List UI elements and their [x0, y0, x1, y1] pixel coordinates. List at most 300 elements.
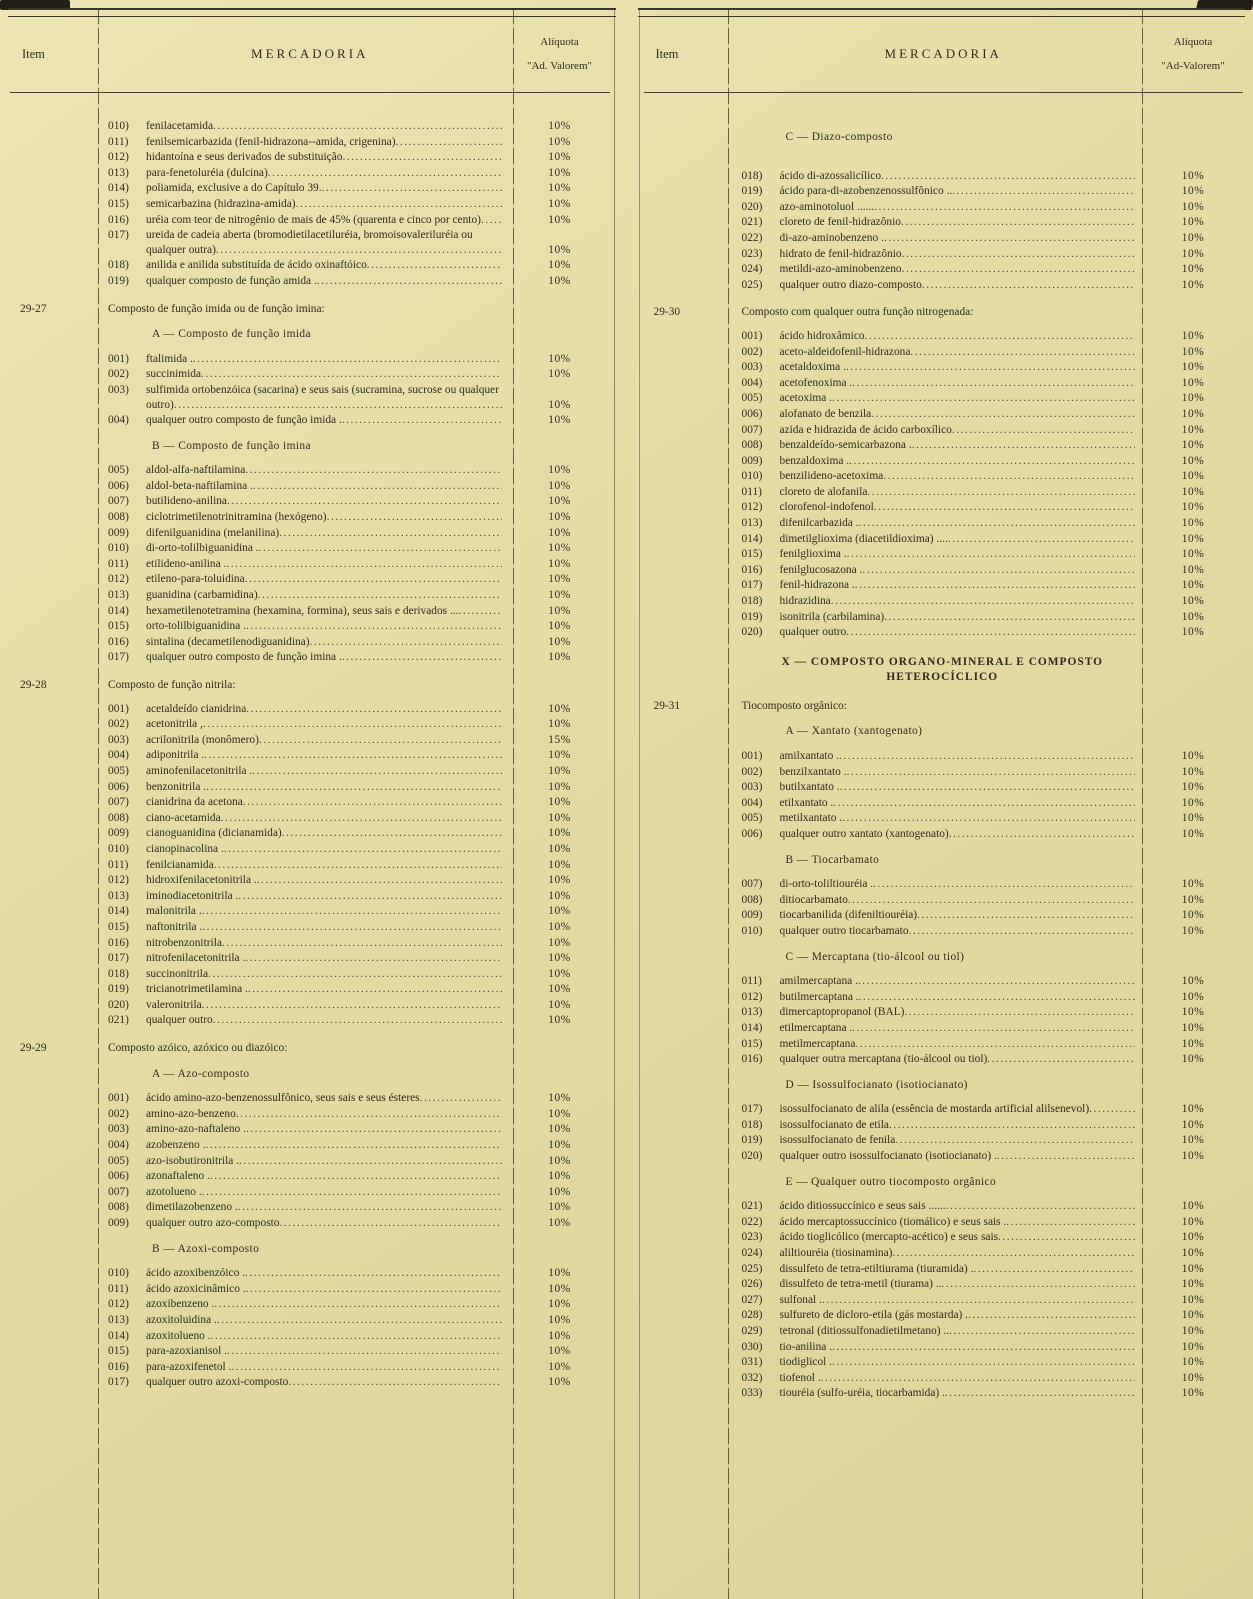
entry-text-span: acetonitrila , ..... — [146, 718, 203, 730]
tariff-entry-row — [644, 893, 1244, 908]
tariff-entry-row — [10, 383, 610, 412]
entry-code: 013) — [108, 589, 129, 602]
tariff-entry-row — [644, 765, 1244, 780]
entry-text — [780, 184, 1136, 199]
entry-text — [780, 407, 1136, 422]
entry-code: 009) — [108, 827, 129, 840]
entry-text-span: acetaldoxima . ..... — [780, 361, 846, 373]
entry-text — [780, 1386, 1136, 1401]
entry-text-span: ciano-acetamida ..... — [146, 812, 221, 824]
header-item-label: Item — [655, 46, 679, 61]
entry-code: 023) — [741, 1231, 763, 1244]
entry-text — [780, 215, 1136, 230]
entry-text-span: alofanato de benzila ..... — [780, 408, 872, 420]
entry-rate: 10% — [1181, 1293, 1205, 1306]
section-heading-row — [644, 1175, 1244, 1190]
entry-text — [780, 278, 1136, 293]
group-title: Tiocomposto orgânico: — [741, 699, 847, 712]
mercadoria-cell — [742, 547, 1144, 562]
entry-text-span: hidrazidina ..... — [780, 595, 831, 607]
mercadoria-cell — [108, 733, 510, 748]
mercadoria-cell — [108, 998, 510, 1013]
tariff-entry-row — [10, 541, 610, 556]
mercadoria-cell — [108, 1200, 510, 1215]
entry-rate: 10% — [1181, 200, 1205, 213]
entry-text-span: adiponitrila . ..... — [146, 749, 204, 761]
entry-text — [780, 169, 1136, 184]
tariff-entry-row — [10, 1169, 610, 1184]
mercadoria-cell — [108, 873, 510, 888]
mercadoria-cell — [742, 1149, 1144, 1164]
tariff-entry-row — [10, 258, 610, 273]
entry-text — [780, 1005, 1136, 1020]
section-heading-row — [644, 950, 1244, 965]
entry-text — [146, 811, 502, 826]
tariff-entry-row — [644, 1005, 1244, 1020]
section-title: A — Azo-composto — [152, 1067, 250, 1080]
entry-text-span: iminodiacetonitrila . ..... — [146, 890, 238, 902]
tariff-entry-row — [644, 231, 1244, 246]
entry-code: 002) — [108, 1107, 129, 1120]
entry-rate: 10% — [548, 920, 571, 933]
tariff-entry-row — [644, 500, 1244, 515]
mercadoria-cell — [108, 904, 510, 919]
vertical-rule-item-mercadoria — [98, 8, 99, 1599]
entry-text-span: ácido amino-azo-benzenossulfônico, seus sais e seus ésteres ..... — [146, 1092, 420, 1104]
entry-text — [780, 1355, 1136, 1370]
entry-text-span: malonitrila . ..... — [146, 905, 202, 917]
entry-text — [780, 811, 1136, 826]
tariff-entry-row — [644, 516, 1244, 531]
entry-rate: 10% — [1181, 909, 1205, 922]
entry-text — [146, 1313, 502, 1328]
tariff-entry-row — [10, 873, 610, 888]
mercadoria-cell — [108, 494, 510, 509]
tariff-entry-row — [644, 811, 1244, 826]
entry-text-span: naftonitrila . ..... — [146, 921, 202, 933]
entry-rate: 10% — [548, 967, 571, 980]
entry-rate: 10% — [1181, 1340, 1205, 1353]
group-item-number: 29-29 — [20, 1042, 47, 1055]
tariff-entry-row — [644, 407, 1244, 422]
entry-text-span: azobenzeno . ..... — [146, 1139, 205, 1151]
section-heading-row — [644, 724, 1244, 739]
entry-text — [780, 345, 1136, 360]
entry-code: 007) — [741, 423, 763, 436]
tariff-entry-row — [10, 1266, 610, 1281]
entry-code: 033) — [741, 1387, 763, 1400]
mercadoria-cell — [108, 795, 510, 810]
entry-rate: 10% — [1181, 893, 1205, 906]
column-left-body — [10, 93, 610, 1390]
mercadoria-cell — [108, 1107, 510, 1122]
entry-code: 018) — [741, 1118, 763, 1131]
entry-text — [146, 181, 502, 196]
entry-text — [146, 826, 502, 841]
entry-text-span: tetronal (ditiossulfonadietilmetano) .. ..... — [780, 1325, 950, 1337]
mercadoria-cell — [108, 479, 510, 494]
entry-text — [780, 749, 1136, 764]
mercadoria-cell — [108, 1013, 510, 1028]
entry-rate: 10% — [1181, 924, 1205, 937]
entry-text — [780, 231, 1136, 246]
entry-text — [146, 463, 502, 478]
entry-rate: 10% — [548, 1185, 571, 1198]
entry-rate: 10% — [1181, 392, 1205, 405]
entry-rate: 10% — [1181, 595, 1205, 608]
tariff-entry-row — [644, 1133, 1244, 1148]
entry-code: 009) — [741, 909, 763, 922]
tariff-entry-row — [10, 619, 610, 634]
entry-text-span: qualquer outro composto de função imina . ..... — [146, 651, 342, 663]
mercadoria-cell — [742, 247, 1144, 262]
entry-text-span: ácido tioglicólico (mercapto-acético) e seus sais ..... — [780, 1231, 999, 1243]
mercadoria-cell — [108, 1216, 510, 1231]
mercadoria-cell — [108, 858, 510, 873]
entry-text-span: amino-azo-naftaleno . ..... — [146, 1123, 246, 1135]
tariff-entry-row — [10, 780, 610, 795]
entry-code: 018) — [741, 595, 763, 608]
entry-code: 020) — [108, 998, 129, 1011]
column-right-body — [644, 93, 1244, 1401]
tariff-entry-row — [644, 780, 1244, 795]
mercadoria-cell — [108, 1344, 510, 1359]
entry-text — [146, 274, 502, 289]
mercadoria-cell — [108, 604, 510, 619]
entry-text-span: clorofenol-indofenol ..... — [780, 501, 874, 513]
entry-rate: 10% — [1181, 439, 1205, 452]
mercadoria-cell — [742, 231, 1144, 246]
entry-text-span: semicarbazina (hidrazina-amida) ..... — [146, 198, 296, 210]
entry-text — [146, 541, 502, 556]
tariff-entry-row — [644, 1199, 1244, 1214]
entry-text-span: uréia com teor de nitrogênio de mais de 45% (quarenta e cinco por cento) ..... — [146, 214, 481, 226]
entry-rate: 10% — [548, 495, 571, 508]
section-title: D — Isossulfocianato (isotiocianato) — [785, 1078, 968, 1091]
tariff-entry-row — [10, 166, 610, 181]
entry-rate: 10% — [548, 1329, 571, 1342]
entry-code: 006) — [108, 479, 129, 492]
mercadoria-cell — [742, 376, 1144, 391]
entry-code: 008) — [108, 1201, 129, 1214]
entry-text — [146, 733, 502, 748]
mercadoria-cell — [108, 1360, 510, 1375]
entry-text — [780, 485, 1136, 500]
tariff-entry-row — [10, 967, 610, 982]
entry-rate: 10% — [548, 604, 571, 617]
tariff-entry-row — [644, 547, 1244, 562]
entry-text-span: etilideno-anilina . ..... — [146, 558, 226, 570]
mercadoria-cell — [742, 423, 1144, 438]
entry-text — [780, 547, 1136, 562]
entry-code: 007) — [108, 1185, 129, 1198]
entry-rate: 10% — [1181, 361, 1205, 374]
mercadoria-cell — [108, 717, 510, 732]
tariff-entry-row — [10, 557, 610, 572]
entry-text-span: ácido azoxibenzóico . ..... — [146, 1267, 245, 1279]
tariff-entry-row — [644, 360, 1244, 375]
tariff-entry-row — [10, 181, 610, 196]
entry-rate: 10% — [1181, 329, 1205, 342]
entry-text-span: benzonitrila . ..... — [146, 781, 206, 793]
tariff-entry-row — [644, 1371, 1244, 1386]
entry-text — [780, 877, 1136, 892]
tariff-entry-row — [10, 367, 610, 382]
entry-text-span: isossulfocianato de alila (essência de mostarda artificial alilsenevol) ..... — [780, 1103, 1090, 1115]
column-left — [10, 8, 615, 1599]
entry-text-span: metildi-azo-aminobenzeno ..... — [780, 263, 902, 275]
tariff-entry-row — [10, 889, 610, 904]
mercadoria-cell — [108, 1266, 510, 1281]
entry-text — [780, 329, 1136, 344]
mercadoria-cell — [742, 780, 1144, 795]
entry-rate: 10% — [548, 166, 571, 179]
entry-code: 015) — [108, 197, 129, 210]
mercadoria-cell — [108, 1154, 510, 1169]
entry-rate: 10% — [1181, 1325, 1205, 1337]
entry-code: 002) — [741, 765, 763, 778]
tariff-entry-row — [644, 749, 1244, 764]
entry-text — [780, 1102, 1136, 1117]
entry-code: 017) — [108, 229, 129, 242]
tariff-entry-row — [644, 423, 1244, 438]
entry-code: 005) — [108, 464, 129, 477]
entry-code: 017) — [108, 1376, 129, 1389]
tariff-entry-row — [644, 924, 1244, 939]
entry-rate: 10% — [1181, 216, 1205, 229]
tariff-entry-row — [644, 1277, 1244, 1292]
entry-text — [146, 650, 502, 665]
entry-rate: 10% — [1181, 1309, 1205, 1322]
mercadoria-cell — [742, 1215, 1144, 1230]
tariff-entry-row — [644, 908, 1244, 923]
tariff-entry-row — [10, 479, 610, 494]
entry-rate: 10% — [1181, 407, 1205, 420]
entry-text — [146, 1329, 502, 1344]
entry-text-span: dimercaptopropanol (BAL) ..... — [780, 1006, 905, 1018]
entry-code: 018) — [741, 169, 763, 182]
entry-text-span: acetaldeído cianidrina ..... — [146, 703, 246, 715]
entry-code: 017) — [108, 651, 129, 664]
entry-code: 011) — [108, 135, 129, 148]
entry-rate: 10% — [1181, 1262, 1205, 1275]
entry-text-span: qualquer composto de função amida . ..... — [146, 275, 317, 287]
entry-rate: 10% — [548, 1107, 571, 1120]
entry-rate: 10% — [1181, 1037, 1205, 1050]
entry-rate: 10% — [1181, 231, 1205, 244]
entry-text-span: ureida de cadeia aberta (bromodietilacetiluréia, bromoisovaleriluréia ou qualquer outra) ..... — [146, 229, 473, 256]
tariff-entry-row — [10, 213, 610, 228]
entry-code: 019) — [741, 185, 763, 198]
entry-text — [780, 908, 1136, 923]
entry-text — [780, 1149, 1136, 1164]
entry-code: 023) — [741, 247, 763, 260]
tariff-entry-row — [644, 262, 1244, 277]
entry-text — [146, 998, 502, 1013]
mercadoria-cell — [108, 1185, 510, 1200]
entry-text-span: cloreto de alofanila ..... — [780, 486, 868, 498]
entry-code: 024) — [741, 263, 763, 276]
entry-text — [146, 352, 502, 367]
entry-text-span: butilmercaptana . ..... — [780, 991, 859, 1003]
entry-text-span: tio-anilina . ..... — [780, 1341, 833, 1353]
entry-text — [146, 982, 502, 997]
entry-code: 011) — [108, 557, 129, 570]
entry-code: 009) — [108, 1217, 129, 1229]
entry-text-span: tricianotrimetilamina . ..... — [146, 983, 248, 995]
entry-text — [780, 247, 1136, 262]
entry-text-span: aminofenilacetonitrila . ..... — [146, 765, 252, 777]
entry-rate: 10% — [1181, 532, 1205, 545]
mercadoria-cell — [108, 951, 510, 966]
tariff-entry-row — [10, 998, 610, 1013]
entry-rate: 10% — [1181, 626, 1205, 639]
tariff-entry-row — [644, 594, 1244, 609]
entry-code: 027) — [741, 1293, 763, 1306]
tariff-entry-row — [10, 1154, 610, 1169]
entry-text — [146, 135, 502, 150]
entry-text — [780, 1262, 1136, 1277]
entry-text — [146, 479, 502, 494]
entry-code: 010) — [108, 1267, 129, 1280]
tariff-entry-row — [10, 510, 610, 525]
entry-code: 003) — [108, 733, 129, 746]
entry-code: 024) — [741, 1247, 763, 1260]
group-item-number: 29-30 — [653, 306, 681, 319]
entry-rate: 10% — [548, 1201, 571, 1214]
entry-text — [146, 383, 502, 412]
entry-code: 005) — [108, 764, 129, 777]
entry-rate: 10% — [548, 1298, 571, 1311]
entry-code: 004) — [741, 376, 763, 389]
entry-rate: 10% — [548, 635, 571, 648]
entry-rate: 10% — [1181, 470, 1205, 483]
tariff-entry-row — [10, 842, 610, 857]
spacer-row — [644, 155, 1244, 169]
tariff-entry-row — [10, 1216, 610, 1231]
tariff-entry-row — [644, 345, 1244, 360]
tariff-entry-row — [10, 717, 610, 732]
entry-rate: 10% — [548, 542, 571, 555]
mercadoria-cell — [108, 572, 510, 587]
entry-text — [146, 748, 502, 763]
entry-text-span: fenilglioxima . ..... — [780, 548, 847, 560]
tariff-entry-row — [10, 1107, 610, 1122]
tariff-group-row — [10, 1041, 610, 1056]
group-title: Composto com qualquer outra função nitrogenada: — [741, 306, 974, 319]
tariff-entry-row — [10, 702, 610, 717]
entry-text — [146, 1138, 502, 1153]
entry-text-span: para-azoxifenetol . ..... — [146, 1361, 231, 1373]
entry-text-span: dissulfeto de tetra-metil (tiurama) .. ..... — [780, 1278, 942, 1290]
tariff-entry-row — [10, 150, 610, 165]
entry-code: 007) — [108, 796, 129, 809]
entry-text-span: ácido hidroxâmico ..... — [780, 330, 865, 342]
entry-text — [780, 1371, 1136, 1386]
entry-text — [146, 619, 502, 634]
entry-rate: 10% — [1181, 1118, 1205, 1131]
section-heading-row — [644, 853, 1244, 868]
entry-text-span: ácido di-azossalicílico ..... — [780, 170, 882, 182]
entry-rate: 10% — [1181, 263, 1205, 276]
section-heading-row — [10, 1242, 610, 1257]
entry-code: 006) — [741, 407, 763, 420]
entry-rate: 10% — [548, 398, 571, 411]
entry-text — [146, 572, 502, 587]
vertical-rule-mercadoria-aliquota — [1142, 8, 1143, 1599]
entry-rate: 10% — [1181, 975, 1205, 988]
chapter-title: X — COMPOSTO ORGANO-MINERAL E COMPOSTO HETEROCÍCLICO — [781, 655, 1103, 684]
entry-rate: 10% — [548, 1123, 571, 1136]
entry-code: 001) — [108, 702, 129, 715]
entry-rate: 10% — [1181, 878, 1205, 891]
entry-rate: 10% — [1181, 169, 1205, 182]
tariff-entry-row — [10, 826, 610, 841]
mercadoria-cell — [108, 936, 510, 951]
mercadoria-cell — [742, 1133, 1144, 1148]
tariff-entry-row — [10, 920, 610, 935]
entry-text — [780, 765, 1136, 780]
tariff-entry-row — [644, 877, 1244, 892]
tariff-entry-row — [644, 1386, 1244, 1401]
entry-text-span: cianidrina da acetona ..... — [146, 796, 243, 808]
entry-rate: 10% — [1181, 579, 1205, 592]
entry-rate: 10% — [548, 1345, 571, 1358]
entry-text — [146, 904, 502, 919]
mercadoria-cell — [742, 262, 1144, 277]
entry-rate: 10% — [548, 1282, 571, 1295]
entry-text-span: dimetilazobenzeno . ..... — [146, 1201, 238, 1213]
column-right — [639, 8, 1244, 1599]
entry-text — [146, 795, 502, 810]
section-heading-row — [10, 327, 610, 342]
vertical-rule-item-mercadoria — [728, 8, 729, 1599]
entry-text — [146, 1169, 502, 1184]
entry-rate: 10% — [548, 589, 571, 602]
section-title: A — Xantato (xantogenato) — [785, 725, 923, 738]
entry-rate: 10% — [548, 1092, 571, 1105]
entry-rate: 10% — [548, 213, 571, 226]
group-title: Composto azóico, azóxico ou diazóico: — [108, 1042, 288, 1055]
entry-text — [780, 1133, 1136, 1148]
entry-text — [780, 469, 1136, 484]
entry-text — [780, 1246, 1136, 1261]
mercadoria-cell — [108, 702, 510, 717]
entry-code: 013) — [741, 517, 763, 530]
entry-rate: 10% — [1181, 1387, 1205, 1400]
entry-text-span: ácido azoxicinâmico . ..... — [146, 1283, 246, 1295]
entry-rate: 10% — [548, 749, 571, 762]
entry-text-span: azo-aminotoluol ...... ..... — [780, 201, 875, 213]
tariff-entry-row — [644, 391, 1244, 406]
entry-code: 017) — [108, 952, 129, 965]
entry-code: 021) — [741, 216, 763, 229]
tariff-entry-row — [10, 795, 610, 810]
entry-code: 010) — [741, 470, 763, 483]
tariff-entry-row — [10, 604, 610, 619]
entry-text — [780, 1052, 1136, 1067]
entry-text — [780, 796, 1136, 811]
entry-code: 010) — [108, 542, 129, 555]
entry-rate: 10% — [1181, 1215, 1205, 1228]
tariff-entry-row — [644, 625, 1244, 640]
entry-text-span: sulfureto de dicloro-etila (gás mostarda) . ..... — [780, 1309, 969, 1321]
entry-text — [146, 967, 502, 982]
tariff-entry-row — [10, 463, 610, 478]
tariff-entry-row — [644, 974, 1244, 989]
section-title: B — Tiocarbamato — [785, 853, 880, 866]
entry-text-span: qualquer outro azoxi-composto ..... — [146, 1376, 288, 1388]
